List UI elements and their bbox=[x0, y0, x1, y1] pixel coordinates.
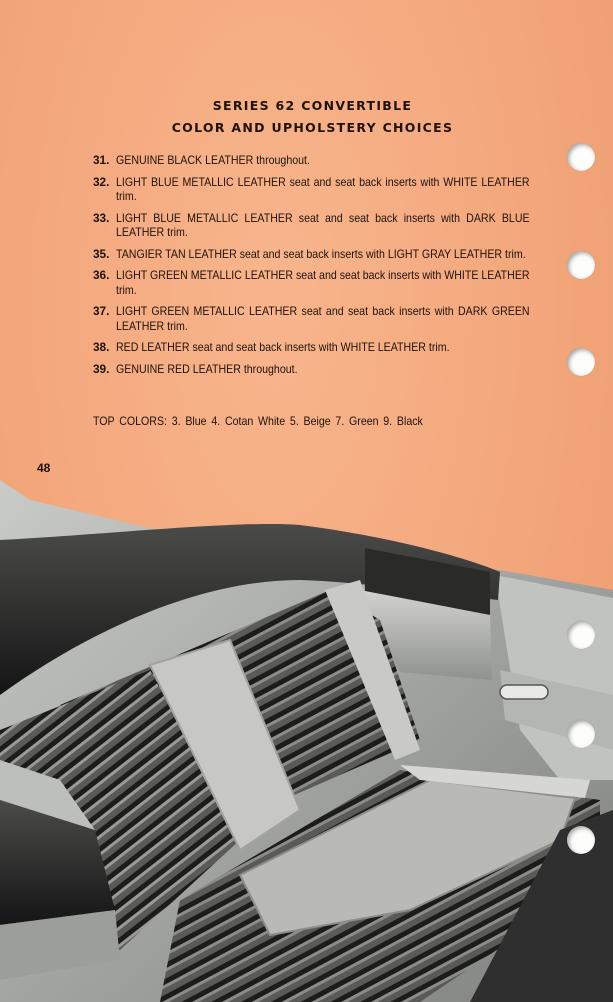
item-number: 36. bbox=[93, 268, 110, 282]
item-text: RED LEATHER seat and seat back inserts with WHITE LEATHER trim. bbox=[116, 340, 450, 354]
list-item bbox=[93, 362, 530, 377]
item-number: 38. bbox=[93, 340, 110, 354]
item-number: 31. bbox=[93, 153, 110, 167]
item-text: LIGHT BLUE METALLIC LEATHER seat and seat back inserts with WHITE LEATHER trim. bbox=[116, 174, 530, 203]
page-subtitle: COLOR AND UPHOLSTERY CHOICES bbox=[171, 120, 454, 135]
item-number: 35. bbox=[93, 246, 110, 261]
item-text: LIGHT GREEN METALLIC LEATHER seat and seat back inserts with DARK GREEN LEATHER trim. bbox=[116, 304, 530, 333]
list-item bbox=[93, 340, 530, 355]
binder-hole bbox=[567, 251, 595, 279]
item-number: 37. bbox=[93, 304, 110, 318]
list-item bbox=[93, 153, 530, 168]
convertible-interior-photo bbox=[0, 480, 613, 1002]
item-text: GENUINE BLACK LEATHER throughout. bbox=[116, 153, 310, 167]
list-item bbox=[93, 304, 530, 333]
item-text: GENUINE RED LEATHER throughout. bbox=[116, 361, 298, 376]
item-text: TANGIER TAN LEATHER seat and seat back inserts with LIGHT GRAY LEATHER trim. bbox=[116, 246, 526, 261]
item-number: 39. bbox=[93, 361, 110, 376]
item-number: 33. bbox=[93, 210, 110, 225]
upholstery-choice-list bbox=[93, 153, 530, 383]
list-item bbox=[93, 211, 530, 240]
top-colors-line: TOP COLORS: 3. Blue 4. Cotan White 5. Beige 7. Green 9. Black bbox=[93, 414, 423, 428]
item-text: LIGHT BLUE METALLIC LEATHER seat and seat back inserts with DARK BLUE LEATHER trim. bbox=[116, 210, 530, 239]
binder-hole bbox=[567, 720, 595, 748]
list-item bbox=[93, 247, 530, 262]
binder-hole bbox=[567, 348, 595, 376]
item-text: LIGHT GREEN METALLIC LEATHER seat and seat back inserts with WHITE LEATHER trim. bbox=[116, 268, 530, 297]
list-item bbox=[93, 175, 530, 204]
item-number: 32. bbox=[93, 174, 110, 189]
list-item bbox=[93, 268, 530, 297]
page-title: SERIES 62 CONVERTIBLE bbox=[212, 98, 413, 113]
binder-hole bbox=[567, 621, 595, 649]
binder-hole bbox=[567, 826, 595, 854]
page-number: 48 bbox=[37, 461, 51, 475]
binder-hole bbox=[567, 143, 595, 171]
